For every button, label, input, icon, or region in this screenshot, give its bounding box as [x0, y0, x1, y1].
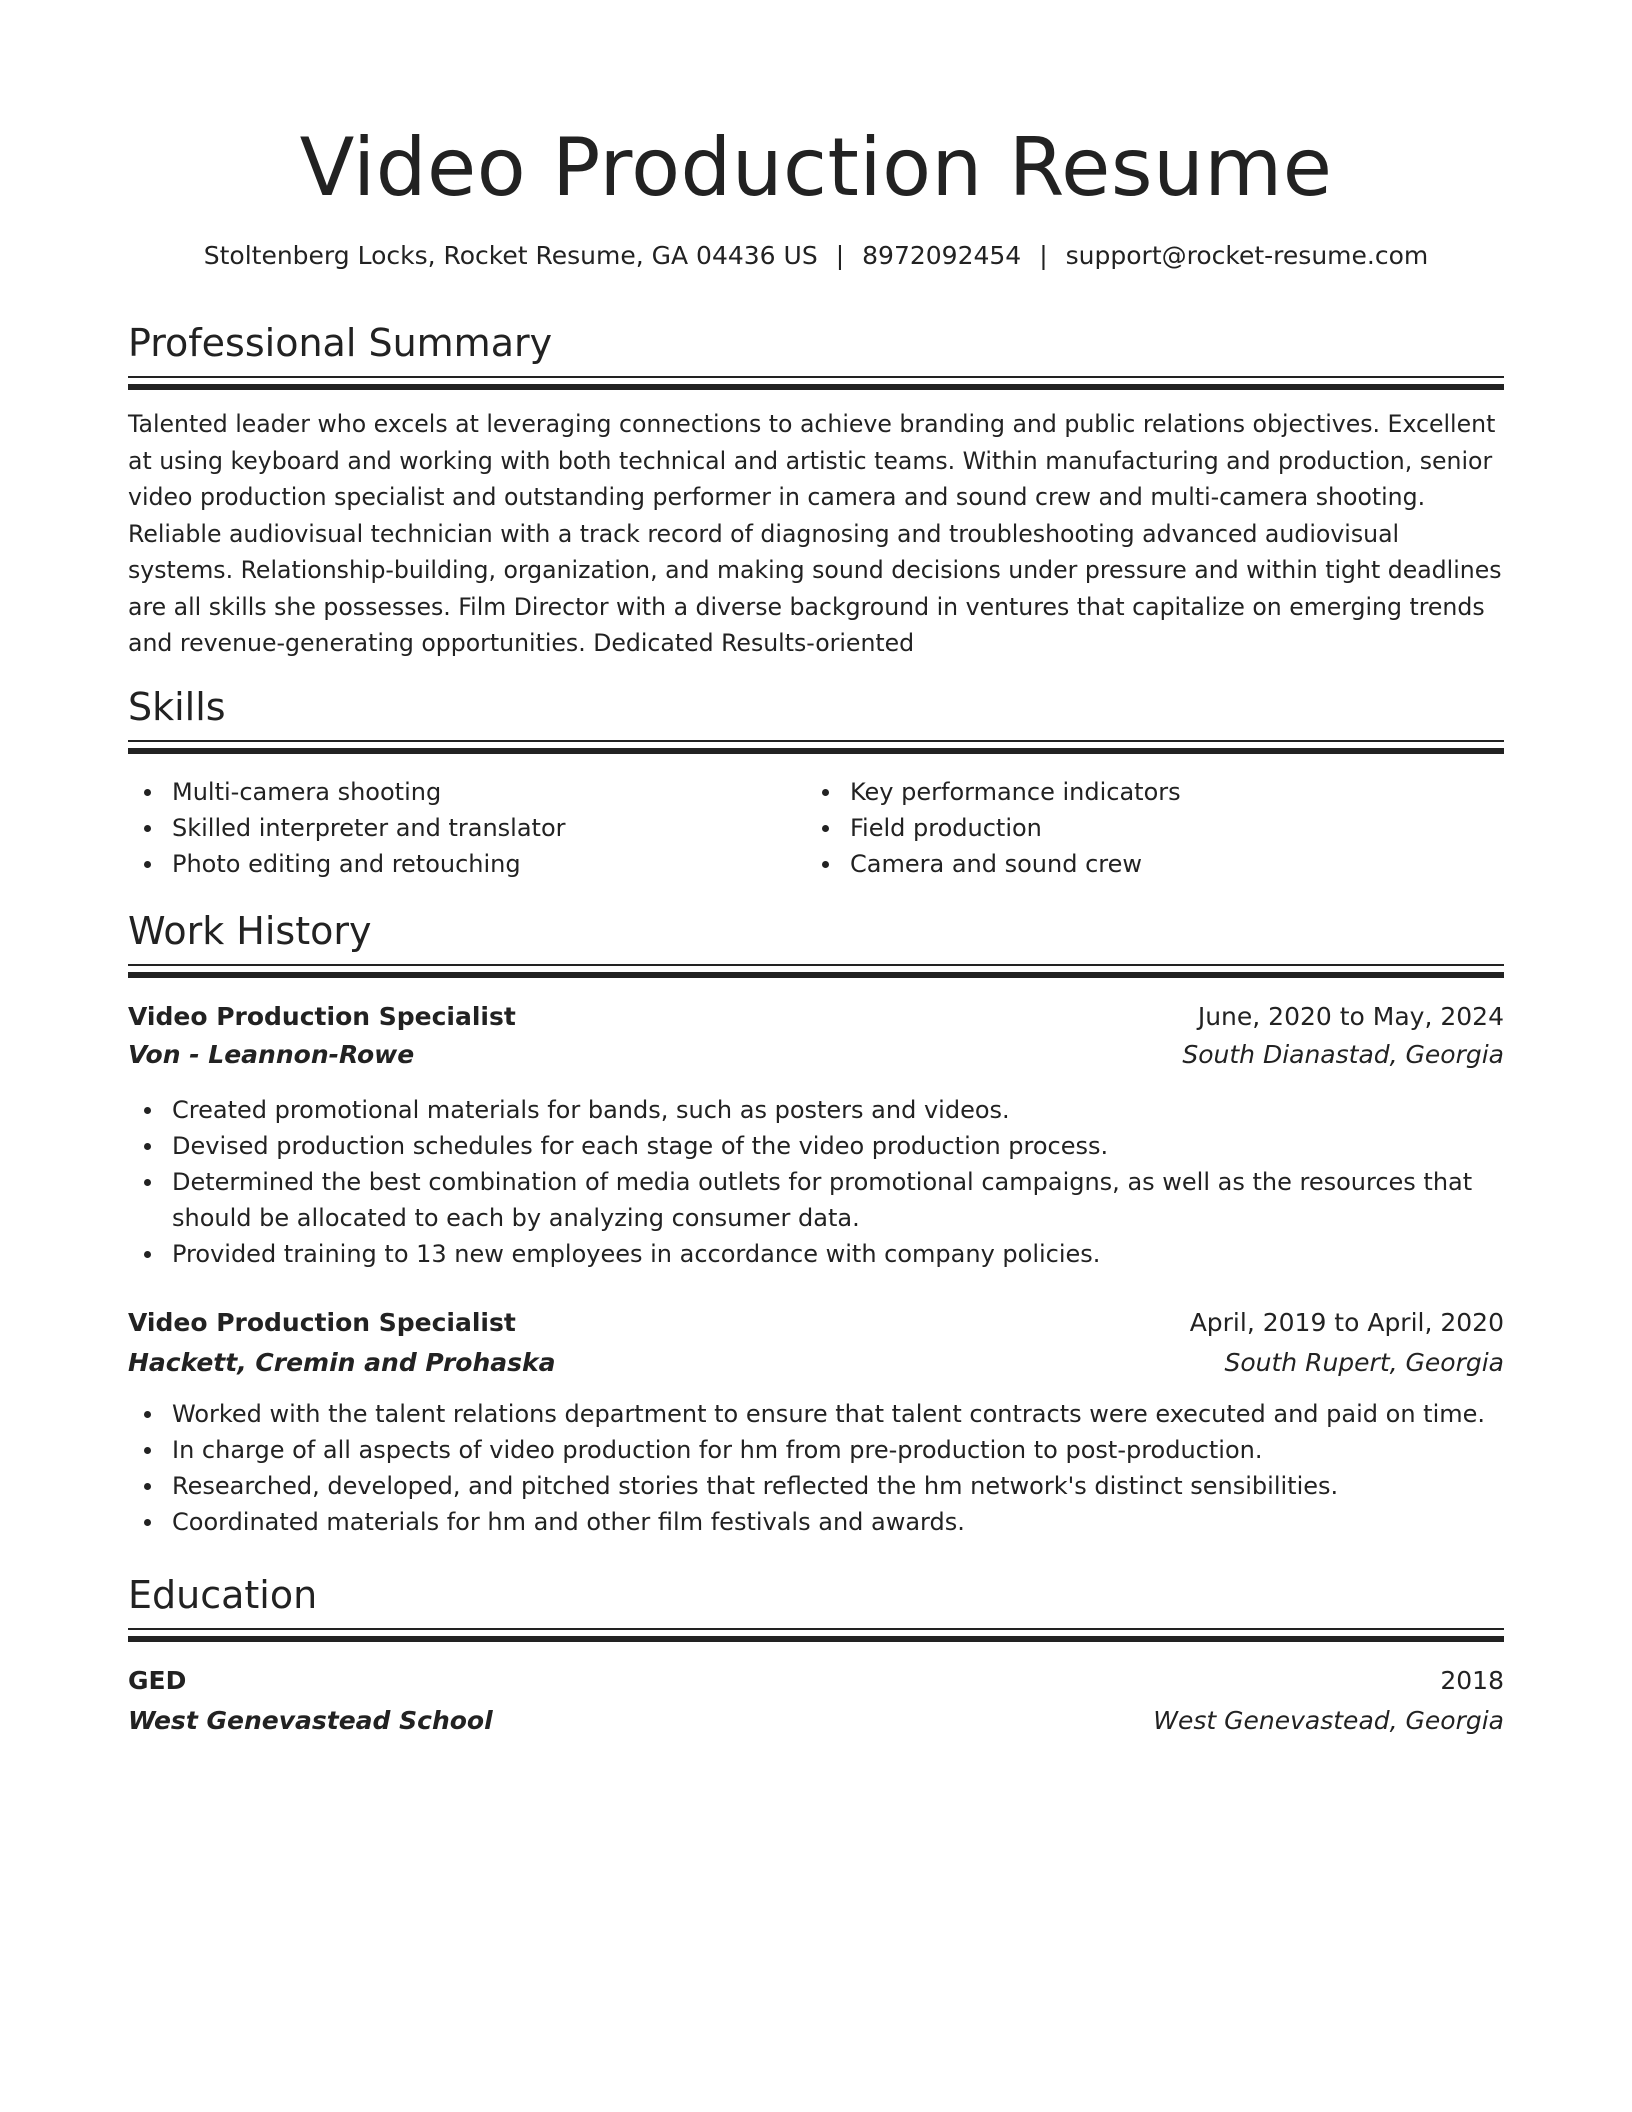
- job-dates: June, 2020 to May, 2024: [1197, 1002, 1504, 1031]
- contact-phone: 8972092454: [862, 241, 1022, 270]
- list-item: In charge of all aspects of video production for hm from pre-production to post-production.: [128, 1432, 1504, 1468]
- skill-item: Photo editing and retouching: [128, 846, 806, 882]
- job-location: South Dianastad, Georgia: [1182, 1040, 1504, 1069]
- job-bullets: [128, 1092, 1504, 1272]
- section-divider: [128, 376, 1504, 390]
- section-divider: [128, 740, 1504, 754]
- job-header: [128, 1304, 1504, 1342]
- skill-item: Multi-camera shooting: [128, 774, 806, 810]
- education-year: 2018: [1440, 1666, 1504, 1695]
- contact-address: Stoltenberg Locks, Rocket Resume, GA 04436 US: [203, 241, 818, 270]
- list-item: Worked with the talent relations department to ensure that talent contracts were executed and paid on time.: [128, 1396, 1504, 1432]
- job-dates: April, 2019 to April, 2020: [1189, 1308, 1504, 1337]
- job-role: Video Production Specialist: [128, 1002, 516, 1031]
- education-header: [128, 1662, 1504, 1700]
- education-subheader: [128, 1702, 1504, 1740]
- job-subheader: [128, 1036, 1504, 1074]
- list-item: Determined the best combination of media outlets for promotional campaigns, as well as the resources that should be allocated to each by analyzing consumer data.: [128, 1164, 1504, 1236]
- skill-item: Camera and sound crew: [806, 846, 1504, 882]
- education-degree: GED: [128, 1666, 187, 1695]
- skills-list: [128, 774, 1504, 882]
- job-subheader: [128, 1344, 1504, 1382]
- contact-line: [128, 238, 1504, 274]
- job-company: Hackett, Cremin and Prohaska: [128, 1348, 556, 1377]
- section-title-skills: Skills: [128, 685, 226, 729]
- skill-item: Skilled interpreter and translator: [128, 810, 806, 846]
- section-divider: [128, 1628, 1504, 1642]
- section-title-work: Work History: [128, 909, 372, 953]
- list-item: Provided training to 13 new employees in accordance with company policies.: [128, 1236, 1504, 1272]
- skill-item: Field production: [806, 810, 1504, 846]
- resume-title: Video Production Resume: [299, 121, 1333, 214]
- education-school: West Genevastead School: [128, 1706, 493, 1735]
- job-role: Video Production Specialist: [128, 1308, 516, 1337]
- job-header: [128, 998, 1504, 1036]
- contact-separator: |: [835, 241, 845, 270]
- job-bullets: [128, 1396, 1504, 1540]
- section-divider: [128, 964, 1504, 978]
- skill-item: Key performance indicators: [806, 774, 1504, 810]
- contact-separator: |: [1039, 241, 1048, 270]
- job-location: South Rupert, Georgia: [1224, 1348, 1504, 1377]
- contact-email[interactable]: support@rocket-resume.com: [1065, 241, 1429, 270]
- section-title-education: Education: [128, 1573, 318, 1617]
- list-item: Devised production schedules for each stage of the video production process.: [128, 1128, 1504, 1164]
- list-item: Coordinated materials for hm and other film festivals and awards.: [128, 1504, 1504, 1540]
- list-item: Researched, developed, and pitched stories that reflected the hm network's distinct sensibilities.: [128, 1468, 1504, 1504]
- section-title-summary: Professional Summary: [128, 321, 553, 365]
- list-item: Created promotional materials for bands, such as posters and videos.: [128, 1092, 1504, 1128]
- summary-text: Talented leader who excels at leveraging connections to achieve branding and public relations objectives. Excellent at using keyboard and working with both technical and artistic teams. Within manufacturing and production, senior video production specialist and outstanding performer in camera and sound crew and multi-camera shooting. Reliable audiovisual technician with a track record of diagnosing and troubleshooting advanced audiovisual systems. Relationship-building, organization, and making sound decisions under pressure and within tight deadlines are all skills she possesses. Film Director with a diverse background in ventures that capitalize on emerging trends and revenue-generating opportunities. Dedicated Results-oriented: [128, 410, 1502, 657]
- job-company: Von - Leannon-Rowe: [128, 1040, 415, 1069]
- education-location: West Genevastead, Georgia: [1153, 1706, 1504, 1735]
